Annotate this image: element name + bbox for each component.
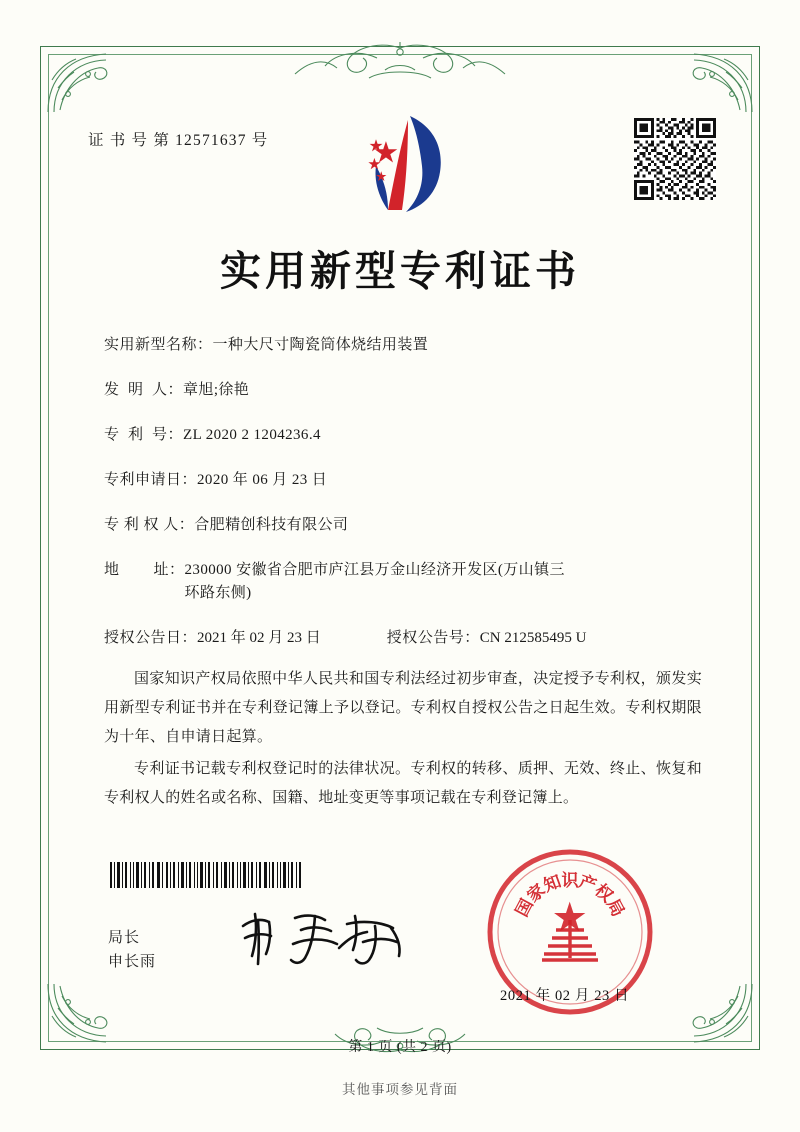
address-line-1: 230000 安徽省合肥市庐江县万金山经济开发区(万山镇三: [184, 562, 565, 578]
footer-note: 其他事项参见背面: [342, 1082, 458, 1097]
field-value: 2020 年 06 月 23 日: [197, 472, 328, 488]
address-line-2: 环路东侧): [184, 584, 252, 601]
page-number: 第 1 页 (共 2 页): [348, 1040, 452, 1055]
field-value: 章旭;徐艳: [183, 382, 250, 398]
field-label: 地 址：: [104, 562, 185, 578]
field-row-patent-number: [104, 424, 704, 447]
signature-block: [108, 926, 156, 974]
announcement-date-value: 2021 年 02 月 23 日: [197, 629, 321, 646]
field-label: 专 利 权 人：: [104, 517, 195, 533]
field-row-patentee: [104, 514, 704, 537]
svg-text:知: 知: [541, 871, 564, 897]
field-row-invention-name: [104, 334, 704, 357]
field-row-address: [104, 559, 704, 604]
svg-text:国: 国: [512, 895, 538, 921]
announcement-number: [387, 627, 587, 650]
announcement-date: [104, 627, 321, 650]
corner-ornament-top-left: [44, 50, 122, 116]
field-value-address: [185, 559, 704, 604]
signature-name: 申长雨: [108, 954, 157, 970]
corner-ornament-top-right: [678, 50, 756, 116]
field-value: 一种大尺寸陶瓷筒体烧结用装置: [212, 337, 429, 353]
page-title: 实用新型专利证书: [220, 247, 580, 295]
field-row-inventor: [104, 379, 704, 402]
svg-text:识: 识: [561, 871, 579, 891]
certificate-number: 证 书 号 第 12571637 号: [88, 132, 269, 149]
legal-text: [104, 665, 702, 817]
field-label: 专利申请日：: [104, 472, 198, 488]
paragraph-1: 国家知识产权局依照中华人民共和国专利法经过初步审查，决定授予专利权，颁发实用新型专利证书并在专利登记簿上予以登记。专利权自授权公告之日起生效。专利权期限为十年、自申请日起算。: [104, 671, 702, 745]
field-list: [104, 334, 704, 649]
field-value: ZL 2020 2 1204236.4: [183, 427, 321, 443]
announcement-number-value: CN 212585495 U: [479, 629, 587, 646]
field-label: 专 利 号：: [104, 427, 184, 443]
handwritten-signature: [235, 900, 420, 972]
announcement-number-label: 授权公告号：: [386, 629, 480, 646]
field-value: 合肥精创科技有限公司: [194, 517, 349, 533]
barcode: [108, 862, 304, 888]
announcement-date-label: 授权公告日：: [104, 629, 198, 646]
svg-text:局: 局: [602, 895, 628, 921]
svg-text:家: 家: [523, 880, 550, 907]
top-flourish-ornament: [265, 40, 535, 84]
field-row-announcement: [104, 627, 704, 650]
cnipa-logo-icon: [348, 110, 466, 218]
svg-text:权: 权: [590, 880, 617, 907]
seal-date: 2021 年 02 月 23 日: [500, 988, 630, 1004]
field-label: 实用新型名称：: [104, 337, 213, 353]
field-label: 发 明 人：: [104, 382, 184, 398]
svg-text:产: 产: [576, 871, 599, 897]
field-row-application-date: [104, 469, 704, 492]
qr-code: [634, 118, 716, 200]
signature-title: 局长: [108, 930, 141, 946]
paragraph-2: 专利证书记载专利权登记时的法律状况。专利权的转移、质押、无效、终止、恢复和专利权人的姓名或名称、国籍、地址变更等事项记载在专利登记簿上。: [104, 761, 702, 807]
